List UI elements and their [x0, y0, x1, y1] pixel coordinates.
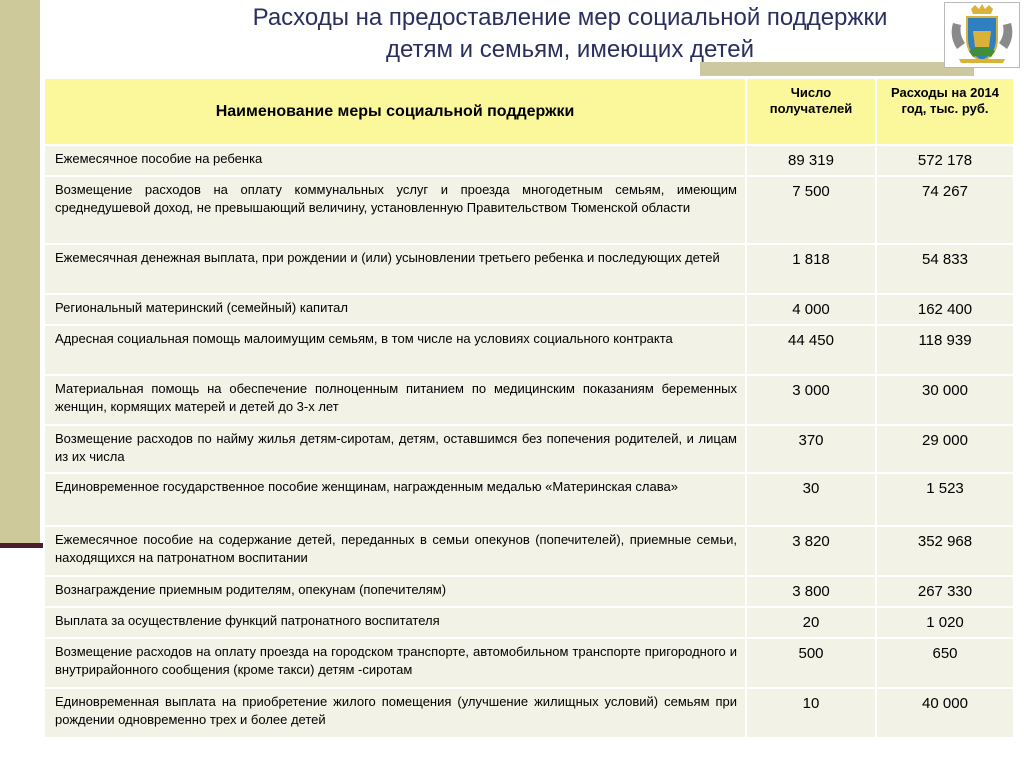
row-measure-name: Возмещение расходов на оплату коммунальных услуг и проезда многодетным семьям, имеющим среднедушевой доход, не превышающий величину, установленную Правительством Тюменской области: [44, 176, 746, 244]
row-recipients: 7 500: [746, 176, 876, 244]
row-expenses: 162 400: [876, 294, 1014, 325]
row-expenses: 40 000: [876, 688, 1014, 738]
row-measure-name: Возмещение расходов на оплату проезда на городском транспорте, автомобильном транспорте пригородного и внутрирайонного сообщения (кроме такси) детям -сиротам: [44, 638, 746, 688]
table-row: [44, 294, 1014, 325]
row-measure-name: Единовременная выплата на приобретение жилого помещения (улучшение жилищных условий) семьям при рождении одновременно трех и более детей: [44, 688, 746, 738]
row-measure-name: Возмещение расходов по найму жилья детям-сиротам, детям, оставшимся без попечения родителей, и лицам из их числа: [44, 425, 746, 473]
row-expenses: 267 330: [876, 576, 1014, 607]
row-recipients: 20: [746, 607, 876, 638]
table-row: [44, 244, 1014, 294]
table-row: [44, 526, 1014, 576]
table-row: [44, 688, 1014, 738]
row-measure-name: Ежемесячное пособие на ребенка: [44, 145, 746, 176]
row-measure-name: Региональный материнский (семейный) капитал: [44, 294, 746, 325]
header-expenses: Расходы на 2014 год, тыс. руб.: [876, 78, 1014, 145]
row-expenses: 54 833: [876, 244, 1014, 294]
table-row: [44, 375, 1014, 425]
row-measure-name: Вознаграждение приемным родителям, опекунам (попечителям): [44, 576, 746, 607]
left-decor-panel-bottom: [0, 546, 40, 768]
row-recipients: 3 000: [746, 375, 876, 425]
row-expenses: 352 968: [876, 526, 1014, 576]
row-measure-name: Единовременное государственное пособие женщинам, награжденным медалью «Материнская слава»: [44, 473, 746, 526]
social-support-table: [43, 77, 1015, 739]
row-expenses: 29 000: [876, 425, 1014, 473]
table-row: [44, 473, 1014, 526]
row-recipients: 89 319: [746, 145, 876, 176]
row-recipients: 3 800: [746, 576, 876, 607]
row-measure-name: Адресная социальная помощь малоимущим семьям, в том числе на условиях социального контракта: [44, 325, 746, 375]
row-recipients: 370: [746, 425, 876, 473]
row-recipients: 1 818: [746, 244, 876, 294]
row-measure-name: Ежемесячная денежная выплата, при рождении и (или) усыновлении третьего ребенка и последующих детей: [44, 244, 746, 294]
row-recipients: 3 820: [746, 526, 876, 576]
row-measure-name: Материальная помощь на обеспечение полноценным питанием по медицинским показаниям беременных женщин, кормящих матерей и детей до 3-х лет: [44, 375, 746, 425]
row-recipients: 4 000: [746, 294, 876, 325]
table-row: [44, 638, 1014, 688]
header-recipients: Число получателей: [746, 78, 876, 145]
decor-divider-bar: [0, 543, 43, 548]
page-title-line-2: детям и семьям, имеющих детей: [385, 36, 755, 63]
table-row: [44, 607, 1014, 638]
row-expenses: 74 267: [876, 176, 1014, 244]
page-title-line-1: Расходы на предоставление мер социальной поддержки: [252, 4, 888, 31]
row-expenses: 650: [876, 638, 1014, 688]
row-expenses: 30 000: [876, 375, 1014, 425]
row-expenses: 572 178: [876, 145, 1014, 176]
row-recipients: 44 450: [746, 325, 876, 375]
table-row: [44, 576, 1014, 607]
header-measure-name: Наименование меры социальной поддержки: [44, 78, 746, 145]
row-expenses: 118 939: [876, 325, 1014, 375]
row-measure-name: Ежемесячное пособие на содержание детей, переданных в семьи опекунов (попечителей), приемные семьи, находящихся на патронатном воспитании: [44, 526, 746, 576]
row-recipients: 30: [746, 473, 876, 526]
table-header-row: [44, 78, 1014, 145]
row-recipients: 500: [746, 638, 876, 688]
row-measure-name: Выплата за осуществление функций патронатного воспитателя: [44, 607, 746, 638]
coat-of-arms-icon: [944, 2, 1020, 68]
row-recipients: 10: [746, 688, 876, 738]
table-row: [44, 145, 1014, 176]
row-expenses: 1 523: [876, 473, 1014, 526]
page-title: [200, 2, 940, 66]
table-row: [44, 325, 1014, 375]
table-row: [44, 425, 1014, 473]
table-row: [44, 176, 1014, 244]
row-expenses: 1 020: [876, 607, 1014, 638]
